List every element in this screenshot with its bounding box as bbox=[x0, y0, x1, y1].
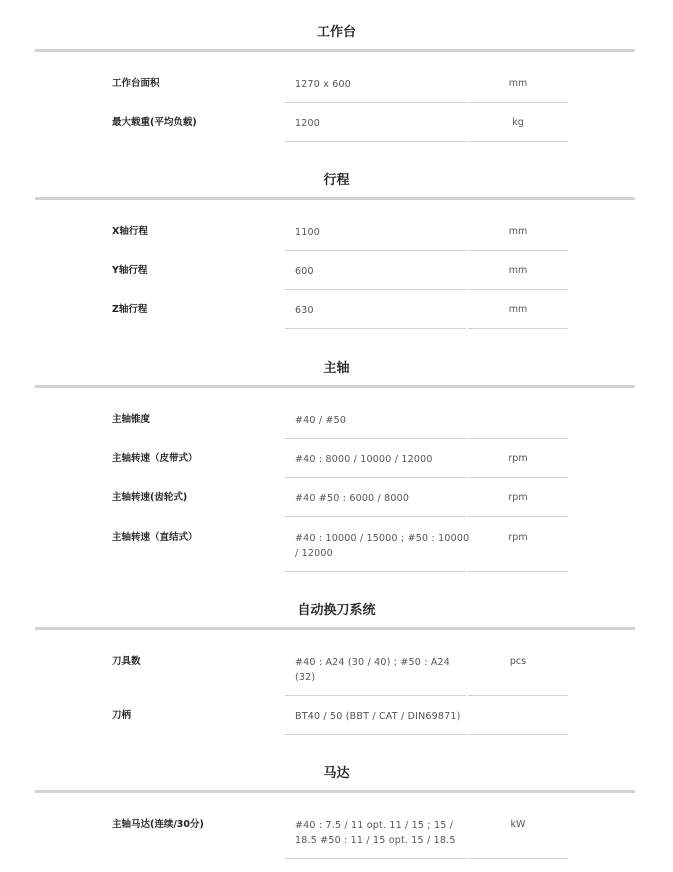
spec-unit-x-travel: mm bbox=[508, 226, 528, 237]
spec-label-tool-shank: 刀柄 bbox=[112, 710, 132, 721]
row-divider bbox=[285, 102, 466, 103]
row-divider bbox=[285, 289, 466, 290]
spec-value-tool-capacity: #40 : A24 (30 / 40) ; #50 : A24 (32) bbox=[295, 657, 451, 683]
row-divider bbox=[468, 250, 568, 251]
row-divider bbox=[285, 477, 466, 478]
spec-value-speed-gear: #40 #50 : 6000 / 8000 bbox=[295, 493, 410, 504]
row-divider bbox=[285, 516, 466, 517]
spec-value-max-load: 1200 bbox=[295, 118, 320, 129]
section-divider bbox=[35, 790, 635, 793]
row-divider bbox=[468, 571, 568, 572]
spec-value-spindle-motor: #40 : 7.5 / 11 opt. 11 / 15 ; 15 / 18.5 #50 : 11 / 15 opt. 15 / 18.5 bbox=[295, 820, 456, 846]
section-title-atc: 自动换刀系统 bbox=[297, 603, 376, 618]
row-divider bbox=[468, 328, 568, 329]
row-divider bbox=[285, 858, 466, 859]
spec-value-speed-direct: #40 : 10000 / 15000 ; #50 : 10000 / 12000 bbox=[295, 533, 470, 559]
spec-value-z-travel: 630 bbox=[295, 305, 314, 316]
spec-value-spindle-taper: #40 / #50 bbox=[295, 415, 347, 426]
spec-unit-speed-gear: rpm bbox=[508, 492, 528, 503]
row-divider bbox=[468, 438, 568, 439]
section-divider bbox=[35, 197, 635, 200]
spec-unit-table-size: mm bbox=[508, 78, 528, 89]
spec-unit-speed-direct: rpm bbox=[508, 532, 528, 543]
spec-unit-tool-capacity: pcs bbox=[509, 656, 527, 667]
section-title-travel: 行程 bbox=[323, 173, 350, 188]
row-divider bbox=[468, 695, 568, 696]
row-divider bbox=[285, 250, 466, 251]
spec-label-spindle-motor: 主轴马达(连续/30分) bbox=[112, 819, 204, 830]
row-divider bbox=[468, 141, 568, 142]
spec-value-x-travel: 1100 bbox=[295, 227, 320, 238]
row-divider bbox=[285, 141, 466, 142]
row-divider bbox=[468, 289, 568, 290]
spec-unit-speed-belt: rpm bbox=[508, 453, 528, 464]
spec-label-max-load: 最大载重(平均负载) bbox=[112, 117, 197, 128]
section-divider bbox=[35, 627, 635, 630]
row-divider bbox=[285, 734, 466, 735]
section-title-worktable: 工作台 bbox=[316, 25, 356, 40]
row-divider bbox=[468, 734, 568, 735]
spec-label-y-travel: Y轴行程 bbox=[112, 265, 148, 276]
spec-value-y-travel: 600 bbox=[295, 266, 314, 277]
section-title-motor: 马达 bbox=[323, 766, 350, 781]
row-divider bbox=[468, 102, 568, 103]
spec-value-speed-belt: #40 : 8000 / 10000 / 12000 bbox=[295, 454, 433, 465]
spec-label-speed-gear: 主轴转速(齿轮式) bbox=[112, 492, 188, 503]
spec-value-table-size: 1270 x 600 bbox=[295, 79, 351, 90]
spec-value-tool-shank: BT40 / 50 (BBT / CAT / DIN69871) bbox=[295, 711, 461, 722]
spec-label-z-travel: Z轴行程 bbox=[112, 304, 148, 315]
row-divider bbox=[285, 328, 466, 329]
spec-label-tool-capacity: 刀具数 bbox=[112, 656, 141, 667]
section-title-spindle: 主轴 bbox=[323, 361, 350, 376]
row-divider bbox=[468, 858, 568, 859]
row-divider bbox=[285, 695, 466, 696]
row-divider bbox=[468, 477, 568, 478]
row-divider bbox=[468, 516, 568, 517]
spec-label-speed-direct: 主轴转速（直结式） bbox=[112, 532, 198, 543]
spec-label-x-travel: X轴行程 bbox=[112, 226, 148, 237]
spec-unit-spindle-motor: kW bbox=[510, 819, 526, 830]
section-divider bbox=[35, 385, 635, 388]
row-divider bbox=[285, 571, 466, 572]
spec-unit-y-travel: mm bbox=[508, 265, 528, 276]
spec-unit-max-load: kg bbox=[512, 117, 524, 128]
spec-label-spindle-taper: 主轴锥度 bbox=[112, 414, 151, 425]
spec-label-table-size: 工作台面积 bbox=[112, 78, 160, 89]
section-divider bbox=[35, 49, 635, 52]
spec-unit-z-travel: mm bbox=[508, 304, 528, 315]
row-divider bbox=[285, 438, 466, 439]
spec-label-speed-belt: 主轴转速（皮带式） bbox=[112, 453, 198, 464]
